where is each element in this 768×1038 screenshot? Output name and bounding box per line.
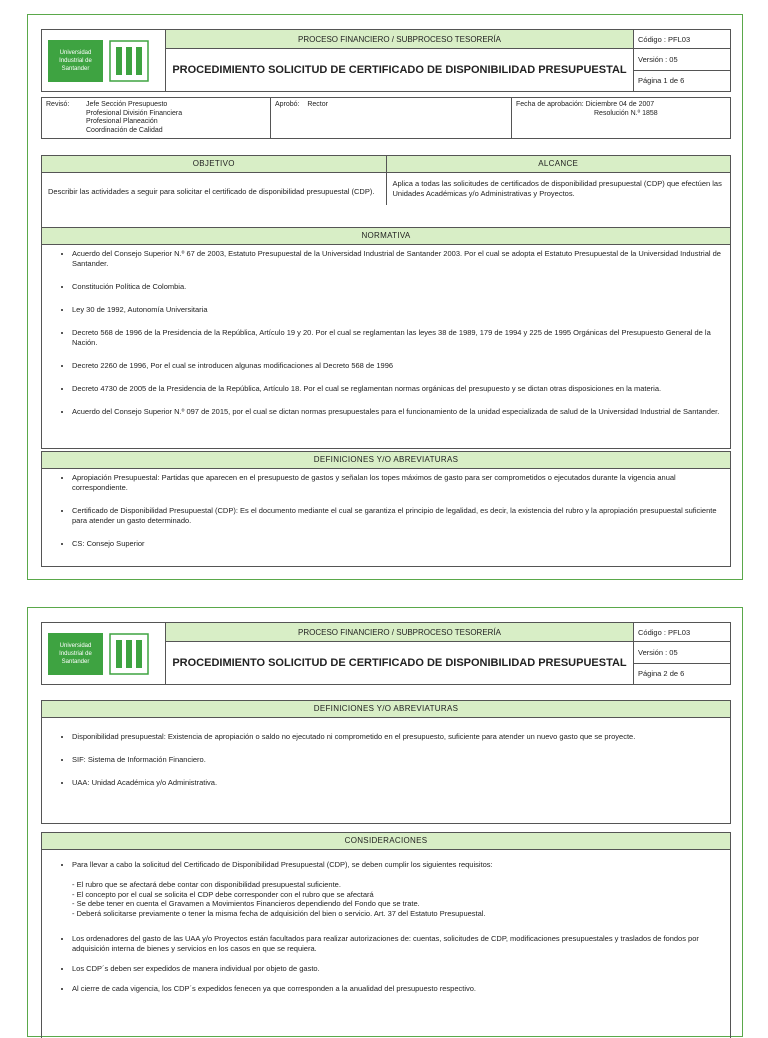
normativa-list [42, 245, 730, 427]
logo-cell [42, 30, 166, 92]
list-item: • Apropiación Presupuestal: Partidas que aparecen en el presupuesto de gastos y señalan los topes máximos de gasto para ser comprometidos o ejecutados durante la vigencia anual correspondiente. [72, 473, 722, 493]
version-label: Versión : 05 [634, 642, 731, 664]
university-logo: Universidad Industrial de Santander [48, 40, 103, 82]
list-item: • Los CDP´s deben ser expedidos de manera individual por objeto de gasto. [72, 964, 722, 974]
alcance-text: Aplica a todas las solicitudes de certificados de disponibilidad presupuestal (CDP) que efectúen las Unidades Académicas y/o Administrativas y Proyectos. [392, 179, 722, 198]
list-item: • Decreto 2260 de 1996, Por el cual se introducen algunas modificaciones al Decreto 568 de 1996 [72, 361, 722, 371]
page-number: Página 2 de 6 [634, 663, 731, 685]
list-item: • Decreto 568 de 1996 de la Presidencia de la República, Artículo 19 y 20. Por el cual se reglamentan las leyes 38 de 1989, 179 de 1994 y 225 de 1995 Orgánicas del Presupuesto General de la Nación. [72, 328, 722, 348]
version-label: Versión : 05 [634, 49, 731, 71]
objetivo-text: Describir las actividades a seguir para solicitar el certificado de disponibilidad presupuestal (CDP). [48, 187, 375, 196]
list-item: • Certificado de Disponibilidad Presupuestal (CDP): Es el documento mediante el cual se garantiza el principio de legalidad, es decir, la existencia del rubro y la apropiación presupuestal suficiente para atender un gasto determinado. [72, 506, 722, 526]
requisito-item: - El rubro que se afectará debe contar con disponibilidad presupuestal suficiente. [72, 880, 341, 889]
list-item: • Disponibilidad presupuestal: Existencia de apropiación o saldo no ejecutado ni comprometido en el presupuesto, suficiente para atender un nuevo gasto que se proyecte. [72, 732, 722, 742]
list-item: • CS: Consejo Superior [72, 539, 722, 549]
consideraciones-list [42, 850, 730, 1004]
list-item: • Decreto 4730 de 2005 de la Presidencia de la República, Artículo 18. Por el cual se reglamentan normas orgánicas del presupuesto y se dictan otras disposiciones en la materia. [72, 384, 722, 394]
objetivo-heading: OBJETIVO [42, 156, 386, 173]
uis-logo-icon [109, 633, 149, 675]
normativa-section [41, 227, 731, 449]
list-item: • Al cierre de cada vigencia, los CDP´s expedidos fenecen ya que corresponden a la anualidad del presupuesto respectivo. [72, 984, 722, 994]
code-label: Código : PFL03 [634, 30, 731, 49]
definiciones-list [42, 469, 730, 559]
definiciones-heading: DEFINICIONES Y/O ABREVIATURAS [42, 701, 730, 718]
list-item: • Los ordenadores del gasto de las UAA y/o Proyectos están facultados para realizar autorizaciones de: cuentas, solicitudes de CDP, modificaciones presupuestales y traslados de fondos por adquisición interna de bienes y servicios en los casos en que se requiera. [72, 934, 722, 954]
document-title: PROCEDIMIENTO SOLICITUD DE CERTIFICADO DE DISPONIBILIDAD PRESUPUESTAL [166, 642, 634, 685]
list-item: • Para llevar a cabo la solicitud del Certificado de Disponibilidad Presupuestal (CDP), se deben cumplir los siguientes requisitos: - El rubro que se afectará debe contar con disponibilidad presupuestal suficiente. - El concepto por el cual se solicita el CDP debe corresponder con el rubro que se afectará - Se debe tener en cuenta el Gravamen a Movimientos Financieros dependiendo del Fondo que se trate. - Deberá solicitarse previamente o tener la misma fecha de adquisición del bien o servicio. Art. 37 del Estatuto Presupuestal. [72, 860, 722, 924]
list-item: • Acuerdo del Consejo Superior N.º 097 de 2015, por el cual se dictan normas presupuestales para el funcionamiento de la unidad especializada de salud de la Universidad Industrial de Santander. [72, 407, 722, 417]
definiciones-heading: DEFINICIONES Y/O ABREVIATURAS [42, 452, 730, 469]
normativa-heading: NORMATIVA [42, 228, 730, 245]
requisito-item: - Se debe tener en cuenta el Gravamen a Movimientos Financieros dependiendo del Fondo que se trate. [72, 899, 420, 908]
process-label: PROCESO FINANCIERO / SUBPROCESO TESORERÍA [166, 30, 634, 49]
document-header [41, 622, 731, 685]
page-number: Página 1 de 6 [634, 70, 731, 92]
alcance-heading: ALCANCE [387, 156, 731, 173]
reviso-cell: Revisó: Jefe Sección Presupuesto Profesional División Financiera Profesional Planeación Coordinación de Calidad [42, 98, 271, 139]
definiciones-list [42, 718, 730, 798]
definiciones-section-continued [41, 700, 731, 824]
approval-row [41, 97, 731, 139]
document-page-1 [27, 14, 743, 580]
requisito-item: - Deberá solicitarse previamente o tener la misma fecha de adquisición del bien o servicio. Art. 37 del Estatuto Presupuestal. [72, 908, 486, 918]
list-item: • Acuerdo del Consejo Superior N.º 67 de 2003, Estatuto Presupuestal de la Universidad Industrial de Santander 2003. Por el cual se adopta el Estatuto Presupuestal de la Universidad Industrial de Santander. [72, 249, 722, 269]
process-label: PROCESO FINANCIERO / SUBPROCESO TESORERÍA [166, 623, 634, 642]
consideraciones-section [41, 832, 731, 1038]
aprobo-cell: Aprobó: Rector [271, 98, 512, 139]
code-label: Código : PFL03 [634, 623, 731, 642]
fecha-aprobacion-cell: Fecha de aprobación: Diciembre 04 de 2007 Resolución N.º 1858 [512, 98, 731, 139]
definiciones-section [41, 451, 731, 567]
requisito-item: - El concepto por el cual se solicita el CDP debe corresponder con el rubro que se afectará [72, 889, 374, 899]
list-item: • Ley 30 de 1992, Autonomía Universitaria [72, 305, 722, 315]
university-logo: Universidad Industrial de Santander [48, 633, 103, 675]
list-item: • SIF: Sistema de Información Financiero. [72, 755, 722, 765]
requisitos-list [72, 876, 722, 924]
list-item: • UAA: Unidad Académica y/o Administrativa. [72, 778, 722, 788]
document-header [41, 29, 731, 92]
uis-logo-icon [109, 40, 149, 82]
list-item: • Constitución Política de Colombia. [72, 282, 722, 292]
logo-cell [42, 623, 166, 685]
consideraciones-heading: CONSIDERACIONES [42, 833, 730, 850]
document-page-2 [27, 607, 743, 1037]
document-title: PROCEDIMIENTO SOLICITUD DE CERTIFICADO DE DISPONIBILIDAD PRESUPUESTAL [166, 49, 634, 92]
